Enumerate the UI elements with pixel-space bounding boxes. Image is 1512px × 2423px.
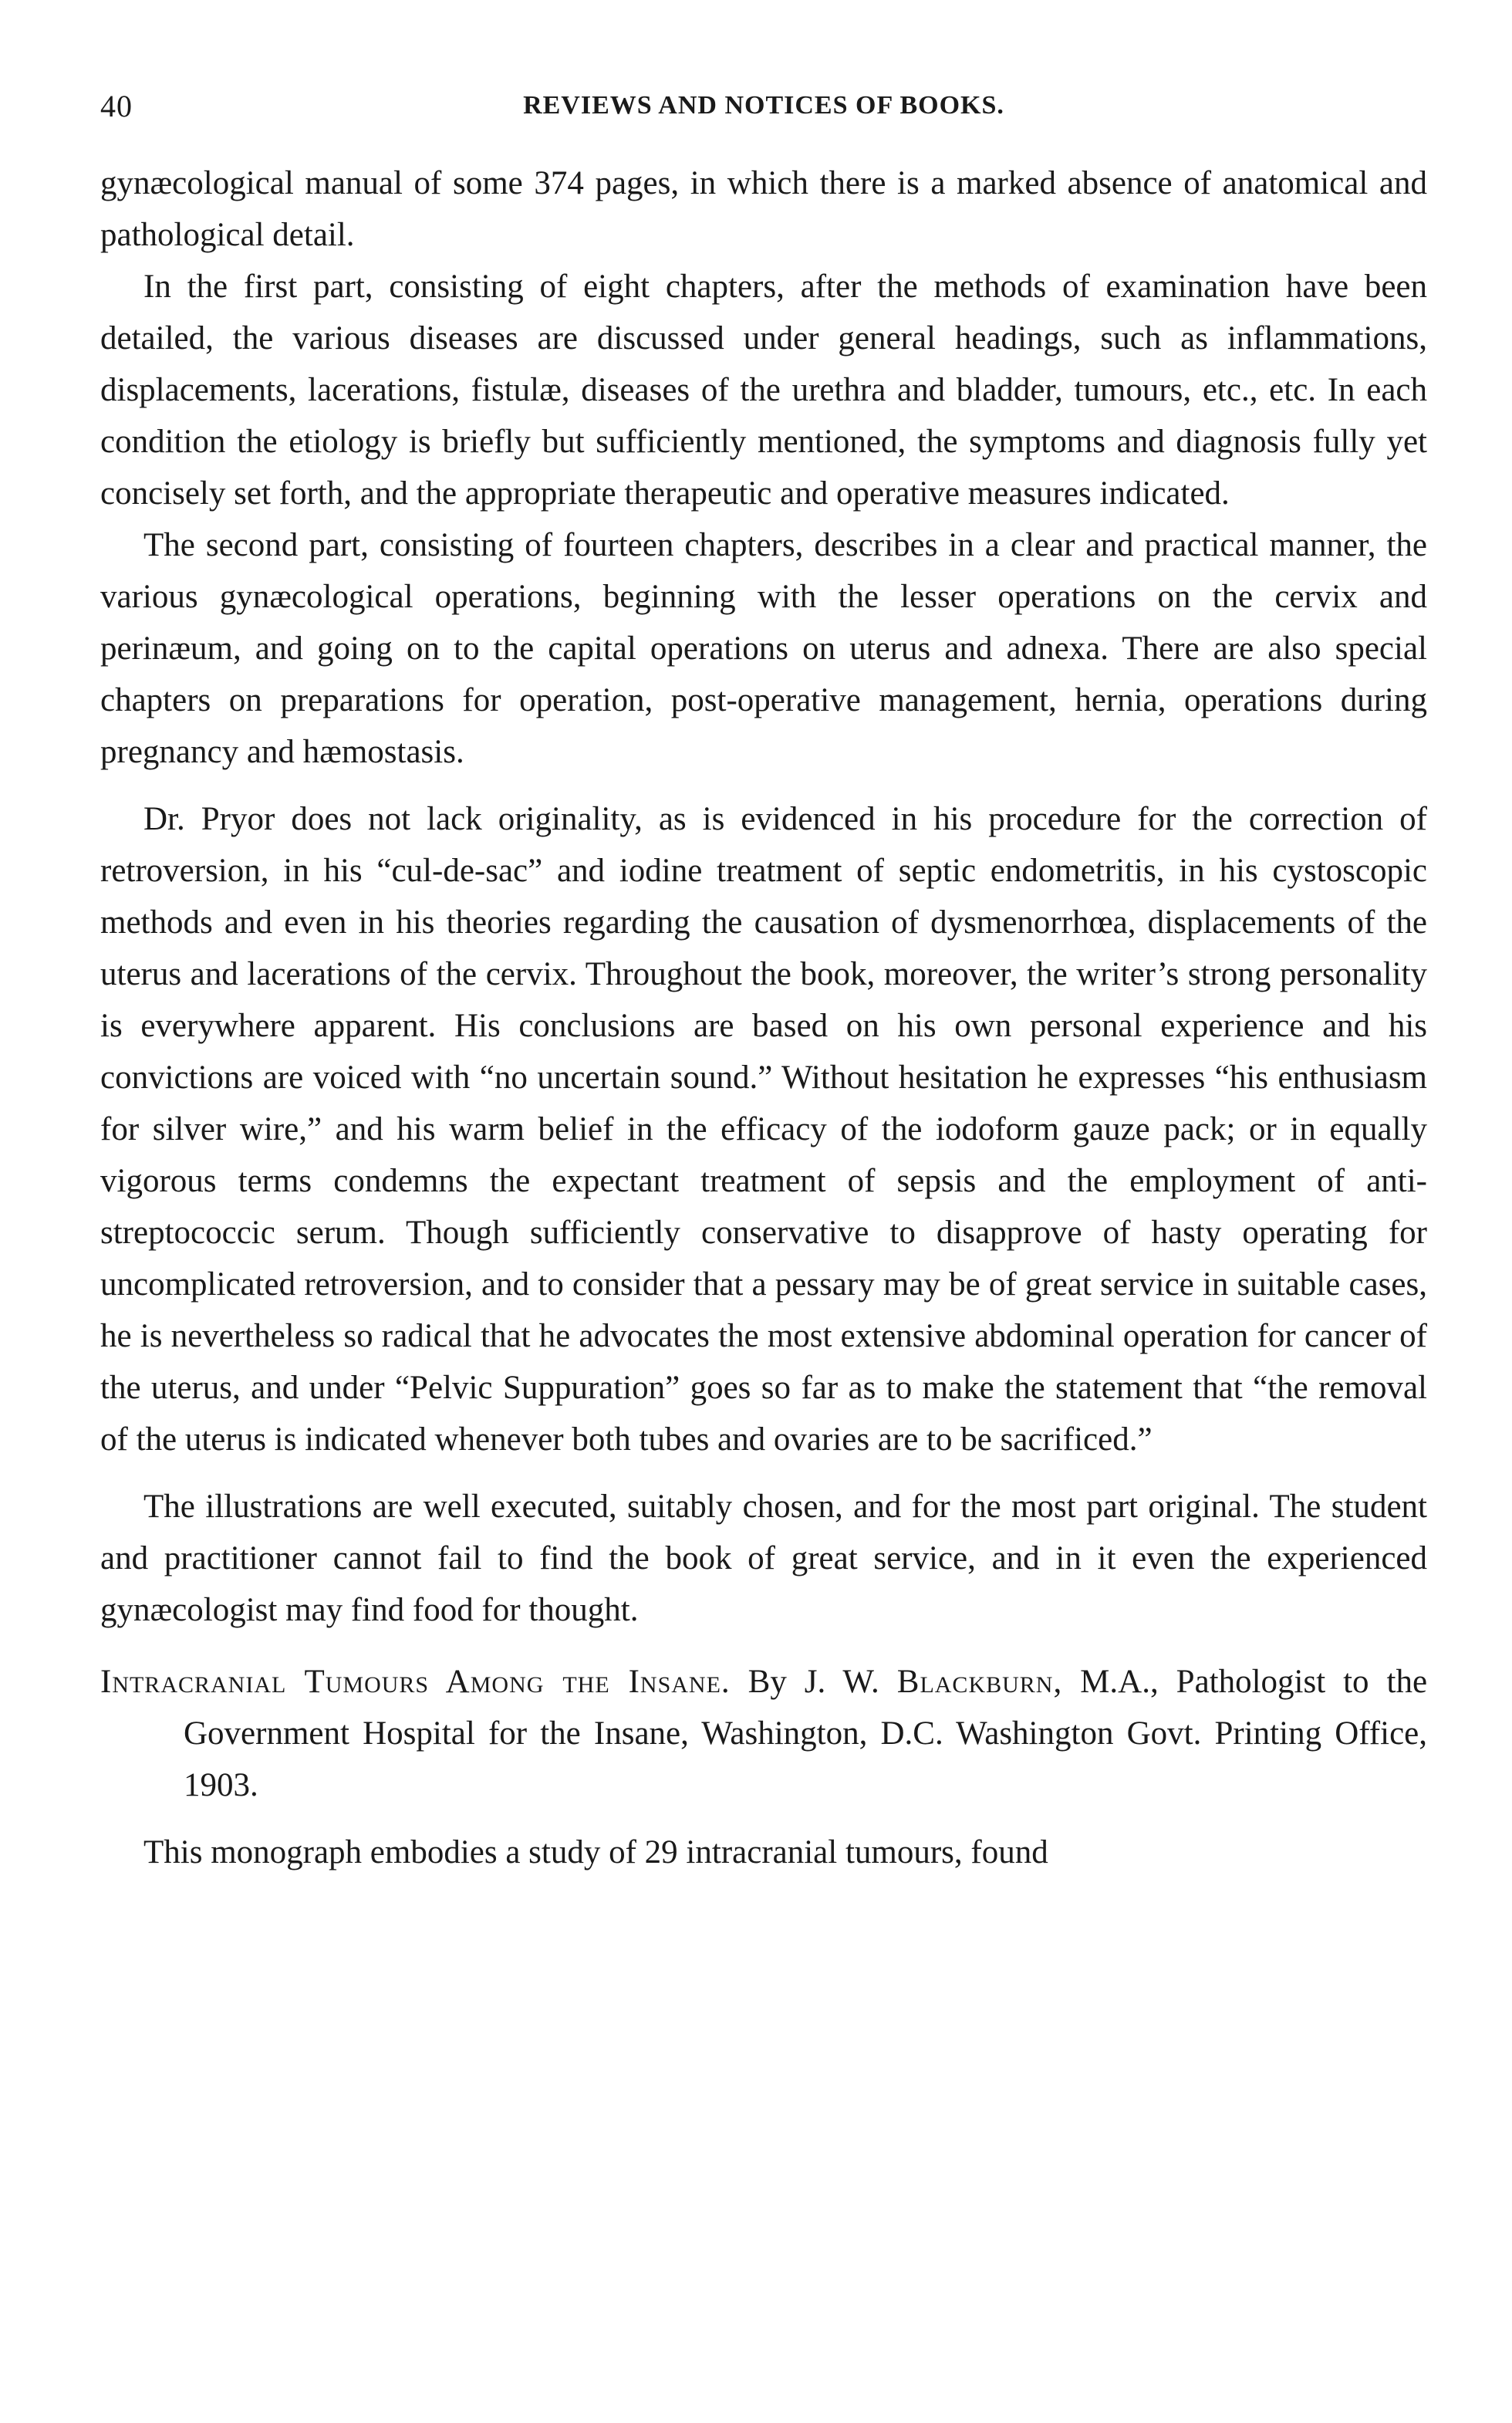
notice-author: Blackburn, [896, 1664, 1063, 1700]
notice-by: By J. W. [748, 1664, 879, 1700]
review-body [100, 157, 1427, 1636]
paragraph-first-part: In the first part, consisting of eight chapters, after the methods of examination have been detailed, the various diseases are discussed under general headings, such as inflammations, displacements, lacerations, fistulæ, diseases of the urethra and bladder, tumours, etc., etc. In each condition the etiology is briefly but sufficiently mentioned, the symptoms and diagnosis fully yet concisely set forth, and the appropriate therapeutic and operative measures indicated. [100, 269, 1427, 512]
notice-details: M.A., Pathologist to the Government Hospital for the Insane, Washington, D.C. Washington Govt. Printing Office, 1903. [184, 1664, 1428, 1803]
running-head [100, 74, 1427, 123]
page-number: 40 [100, 89, 133, 123]
paragraph-illustrations: The illustrations are well executed, suitably chosen, and for the most part original. The student and practitioner cannot fail to find the book of great service, and in it even the experienced gynæcologist may find food for thought. [100, 1489, 1427, 1628]
paragraph-originality: Dr. Pryor does not lack originality, as is evidenced in his procedure for the correction of retroversion, in his “cul-de-sac” and iodine treatment of septic endometritis, in his cystoscopic methods and even in his theories regarding the causation of dysmenorrhœa, displacements of the uterus and lacerations of the cervix. Throughout the book, moreover, the writer’s strong personality is everywhere apparent. His conclusions are based on his own personal experience and his convictions are voiced with “no uncertain sound.” Without hesitation he expresses “his enthusiasm for silver wire,” and his warm belief in the efficacy of the iodoform gauze pack; or in equally vigorous terms condemns the expectant treatment of sepsis and the employment of anti-streptococcic serum. Though sufficiently conservative to disapprove of hasty operating for uncomplicated retroversion, and to consider that a pessary may be of great service in suitable cases, he is nevertheless so radical that he advocates the most extensive abdominal operation for cancer of the uterus, and under “Pelvic Suppuration” goes so far as to make the statement that “the removal of the uterus is indicated whenever both tubes and ovaries are to be sacrificed.” [100, 801, 1427, 1458]
book-notice-heading [100, 1656, 1427, 1811]
page [100, 74, 1427, 1911]
running-title: REVIEWS AND NOTICES OF BOOKS. [523, 91, 1004, 120]
paragraph-second-part: The second part, consisting of fourteen chapters, describes in a clear and practical manner, the various gynæcological operations, beginning with the lesser operations on the cervix and perinæum, and going on to the capital operations on uterus and adnexa. There are also special chapters on preparations for operation, post-operative management, hernia, operations during pregnancy and hæmostasis. [100, 527, 1427, 770]
notice-title: Intracranial Tumours Among the Insane. [100, 1664, 731, 1700]
paragraph-monograph: This monograph embodies a study of 29 intracranial tumours, found [143, 1834, 1048, 1870]
paragraph-continued: gynæcological manual of some 374 pages, in which there is a marked absence of anatomical and pathological detail. [100, 165, 1427, 253]
